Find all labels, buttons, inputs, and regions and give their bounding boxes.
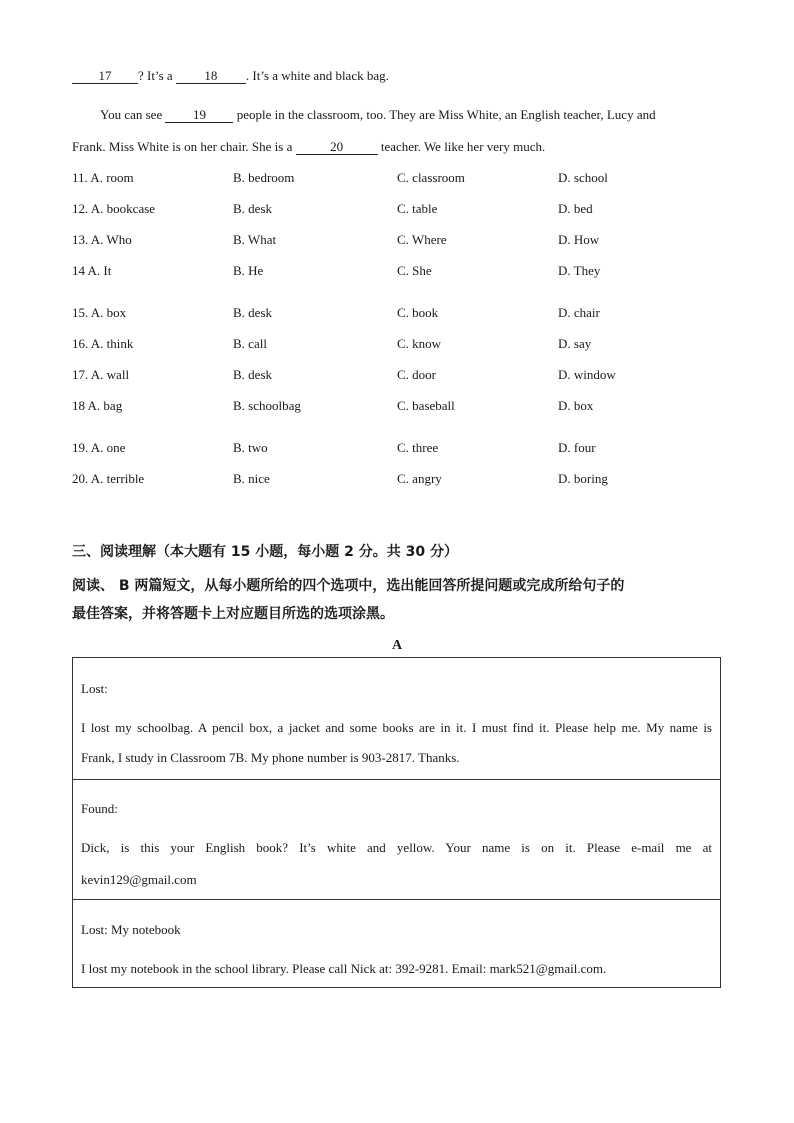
option-b: B. desk [233, 201, 272, 216]
notice-title: Lost: [81, 681, 108, 696]
option-c: C. classroom [397, 170, 465, 185]
option-d: D. chair [558, 305, 600, 320]
notice-body-line: I lost my notebook in the school library. Please call Nick at: 392-9281. Email: mark521@gmail.com. [81, 961, 607, 976]
notice-body-line: Dick, is this your English book? It’s white and yellow. Your name is on it. Please e-mail me at [81, 840, 712, 855]
option-b: B. nice [233, 471, 270, 486]
option-b: B. He [233, 263, 264, 278]
cloze-text: teacher. We like her very much. [380, 139, 546, 154]
option-c: C. three [397, 440, 439, 455]
section-instruction-cont: 最佳答案，并将答题卡上对应题目所选的选项涂黑。 [72, 606, 394, 622]
notice-title: Lost: My notebook [81, 922, 181, 937]
option-a: 19. A. one [72, 440, 126, 455]
option-c: C. baseball [397, 398, 455, 413]
notice-board [72, 657, 721, 988]
option-c: C. table [397, 201, 438, 216]
option-d: D. How [558, 232, 600, 247]
cloze-text: . It’s a white and black bag. [245, 68, 389, 83]
option-d: D. bed [558, 201, 593, 216]
notice-found-book [73, 779, 720, 899]
option-a: 12. A. bookcase [72, 201, 156, 216]
notice-body-line: Frank, I study in Classroom 7B. My phone number is 903-2817. Thanks. [81, 750, 460, 765]
option-a: 17. A. wall [72, 367, 130, 382]
option-d: D. boring [558, 471, 608, 486]
option-c: C. Where [397, 232, 447, 247]
option-a: 11. A. room [72, 170, 134, 185]
option-b: B. desk [233, 305, 272, 320]
notice-lost-notebook [73, 899, 720, 989]
option-a: 20. A. terrible [72, 471, 145, 486]
option-b: B. bedroom [233, 170, 295, 185]
section-instruction: 阅读、 B 两篇短文，从每小题所给的四个选项中，选出能回答所提问题或完成所给句子的 [72, 578, 625, 594]
option-a: 16. A. think [72, 336, 134, 351]
option-b: B. two [233, 440, 268, 455]
option-d: D. school [558, 170, 608, 185]
option-d: D. box [558, 398, 594, 413]
notice-title: Found: [81, 801, 118, 816]
option-d: D. They [558, 263, 601, 278]
option-d: D. four [558, 440, 596, 455]
blank-20: 20 [296, 140, 378, 155]
option-a: 14 A. It [72, 263, 112, 278]
option-c: C. door [397, 367, 436, 382]
option-d: D. say [558, 336, 592, 351]
option-c: C. know [397, 336, 442, 351]
option-a: 15. A. box [72, 305, 127, 320]
notice-email: kevin129@gmail.com [81, 872, 197, 887]
option-c: C. book [397, 305, 439, 320]
option-b: B. What [233, 232, 277, 247]
cloze-line-2 [100, 107, 656, 123]
cloze-line-3 [72, 139, 545, 155]
cloze-text: You can see [100, 107, 163, 122]
blank-17: 17 [72, 69, 138, 84]
cloze-text: Frank. Miss White is on her chair. She is a [72, 139, 293, 154]
option-a: 13. A. Who [72, 232, 132, 247]
option-c: C. angry [397, 471, 442, 486]
notice-lost-schoolbag [73, 658, 720, 779]
option-b: B. desk [233, 367, 272, 382]
option-b: B. call [233, 336, 267, 351]
option-d: D. window [558, 367, 616, 382]
blank-18: 18 [176, 69, 246, 84]
cloze-line-1 [72, 68, 389, 84]
cloze-text: people in the classroom, too. They are Miss White, an English teacher, Lucy and [236, 107, 656, 122]
blank-19: 19 [165, 108, 233, 123]
passage-label: A [391, 638, 403, 653]
option-a: 18 A. bag [72, 398, 123, 413]
cloze-text: ? It’s a [138, 68, 173, 83]
section-title: 三、阅读理解（本大题有 15 小题，每小题 2 分。共 30 分） [72, 544, 458, 560]
notice-body-line: I lost my schoolbag. A pencil box, a jacket and some books are in it. I must find it. Please help me. My name is [81, 720, 712, 735]
option-c: C. She [397, 263, 432, 278]
option-b: B. schoolbag [233, 398, 301, 413]
